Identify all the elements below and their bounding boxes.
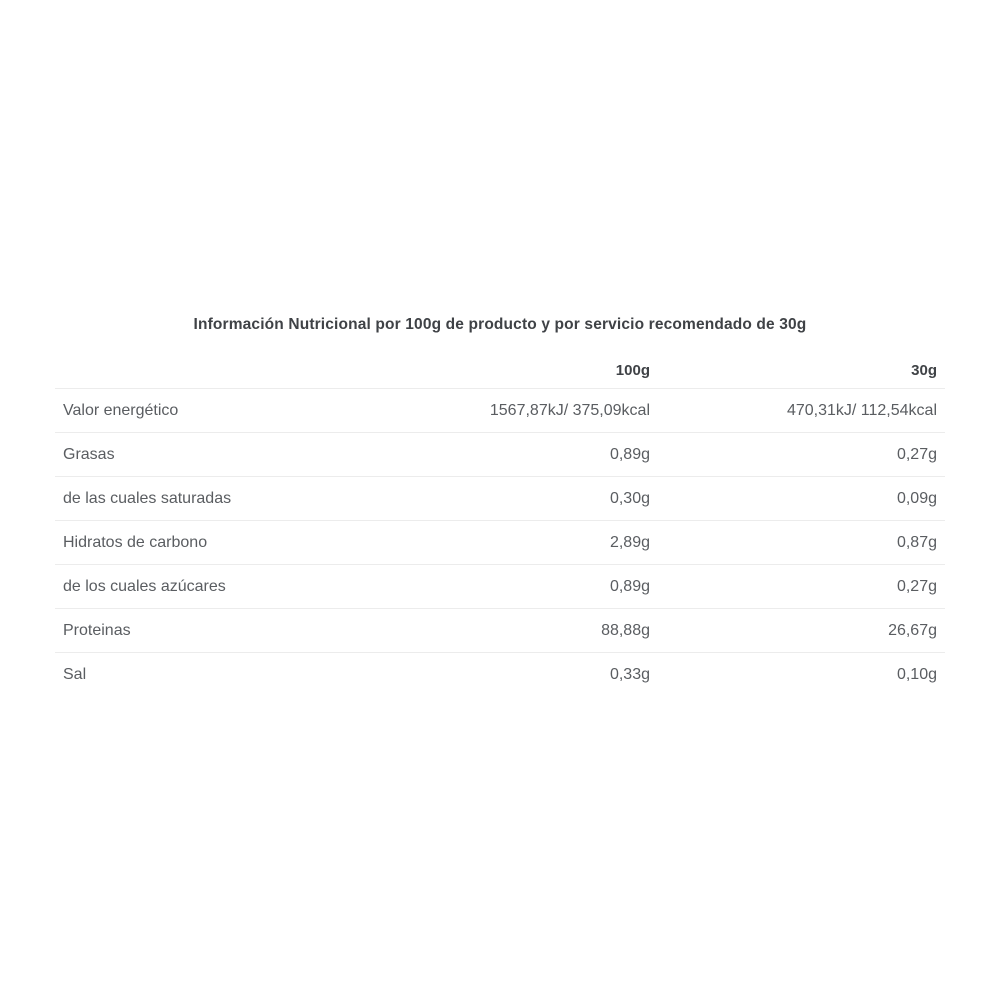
row-value-30g: 0,87g: [896, 533, 937, 551]
row-value-100g: 0,30g: [609, 489, 650, 507]
table-row-grasas: [55, 432, 945, 476]
row-label: de los cuales azúcares: [63, 577, 226, 595]
row-value-100g: 0,89g: [609, 445, 650, 463]
table-row-sal: [55, 652, 945, 696]
table-row-valor-energetico: [55, 388, 945, 432]
table-row-proteinas: [55, 608, 945, 652]
row-value-30g: 26,67g: [888, 621, 937, 639]
row-value-30g: 0,10g: [896, 665, 937, 683]
row-value-100g: 1567,87kJ/ 375,09kcal: [489, 401, 650, 419]
row-value-100g: 2,89g: [609, 533, 650, 551]
row-value-100g: 0,33g: [609, 665, 650, 683]
row-label: Proteinas: [63, 621, 131, 639]
row-value-30g: 0,09g: [896, 489, 937, 507]
row-label: Sal: [63, 665, 87, 683]
row-label: Hidratos de carbono: [63, 533, 208, 551]
column-header-100g: 100g: [615, 361, 650, 379]
row-value-30g: 0,27g: [896, 445, 937, 463]
nutrition-table: [55, 352, 945, 696]
column-header-30g: 30g: [911, 361, 937, 379]
row-label: de las cuales saturadas: [63, 489, 232, 507]
table-header-row: [55, 352, 945, 388]
row-value-30g: 470,31kJ/ 112,54kcal: [786, 401, 937, 419]
row-value-100g: 0,89g: [609, 577, 650, 595]
nutrition-table-title: Información Nutricional por 100g de producto y por servicio recomendado de 30g: [193, 316, 807, 333]
row-label: Valor energético: [63, 401, 179, 419]
table-row-saturadas: [55, 476, 945, 520]
table-row-azucares: [55, 564, 945, 608]
row-label: Grasas: [63, 445, 115, 463]
table-row-hidratos: [55, 520, 945, 564]
row-value-30g: 0,27g: [896, 577, 937, 595]
row-value-100g: 88,88g: [601, 621, 650, 639]
